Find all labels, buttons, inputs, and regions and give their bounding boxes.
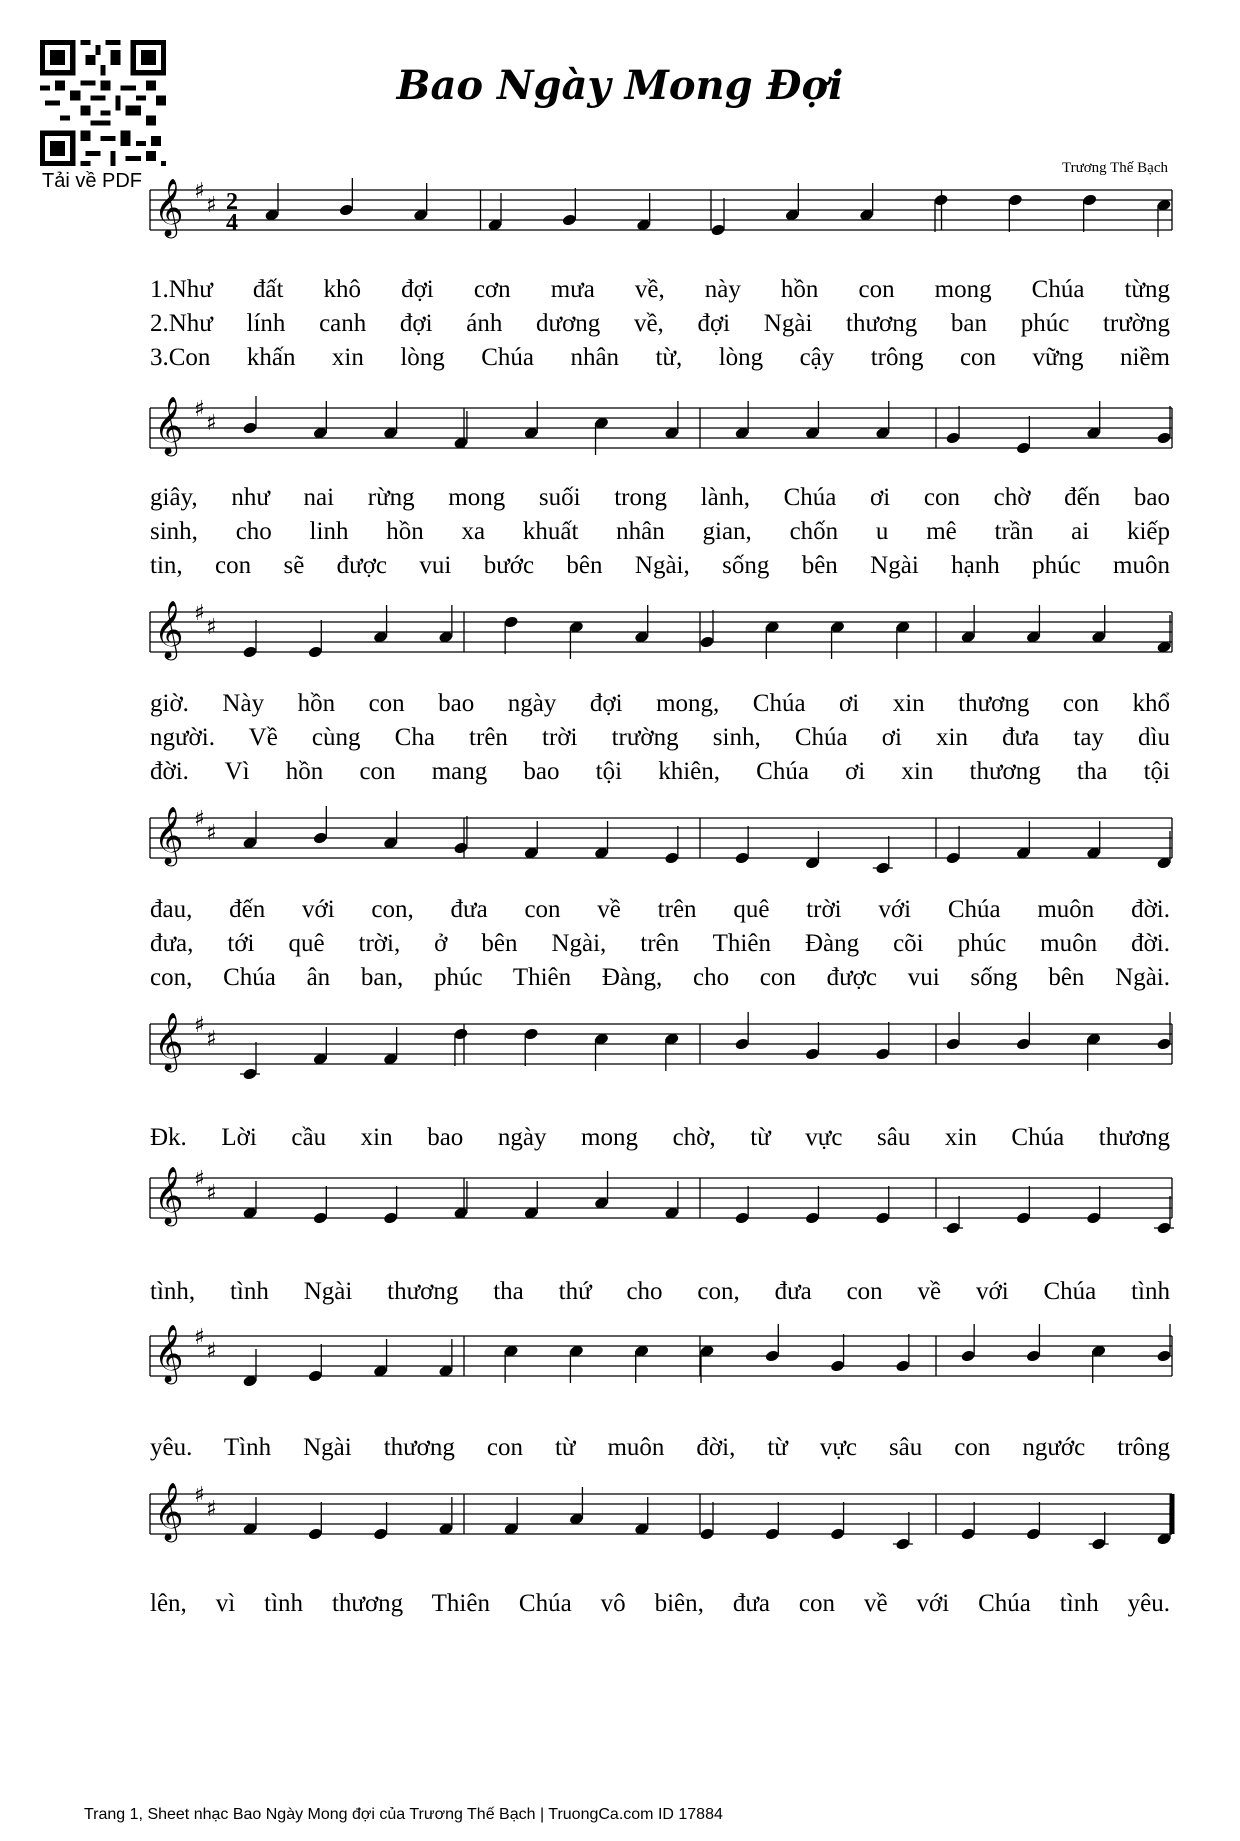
lyric-line: giờ. Này hồn con bao ngày đợi mong, Chúa ơi xin thương con khổ <box>150 690 1170 717</box>
treble-clef-icon: 𝄞 <box>154 1166 184 1224</box>
lyric-line: tin, con sẽ được vui bước bên Ngài, sống bên Ngài hạnh phúc muôn <box>150 552 1170 579</box>
sharp-icon: ♯ <box>206 1339 217 1364</box>
lyric-line: lên, vì tình thương Thiên Chúa vô biên, đưa con về với Chúa tình yêu. <box>150 1590 1170 1617</box>
treble-clef-icon: 𝄞 <box>154 1482 184 1540</box>
treble-clef-icon: 𝄞 <box>154 1324 184 1382</box>
sharp-icon: ♯ <box>206 615 217 640</box>
sharp-icon: ♯ <box>194 807 205 832</box>
lyric-line: Đk. Lời cầu xin bao ngày mong chờ, từ vực sâu xin Chúa thương <box>150 1124 1170 1151</box>
lyric-line: giây, như nai rừng mong suối trong lành, Chúa ơi con chờ đến bao <box>150 484 1170 511</box>
sharp-icon: ♯ <box>206 193 217 218</box>
lyric-line: đưa, tới quê trời, ở bên Ngài, trên Thiên Đàng cõi phúc muôn đời. <box>150 930 1170 957</box>
lyric-line: tình, tình Ngài thương tha thứ cho con, đưa con về với Chúa tình <box>150 1278 1170 1305</box>
page-footer: Trang 1, Sheet nhạc Bao Ngày Mong đợi của Trương Thế Bạch | TruongCa.com ID 17884 <box>84 1806 723 1823</box>
sharp-icon: ♯ <box>194 1013 205 1038</box>
sharp-icon: ♯ <box>206 821 217 846</box>
treble-clef-icon: 𝄞 <box>154 396 184 454</box>
sharp-icon: ♯ <box>206 1027 217 1052</box>
lyric-line: con, Chúa ân ban, phúc Thiên Đàng, cho con được vui sống bên Ngài. <box>150 964 1170 991</box>
sharp-icon: ♯ <box>206 1497 217 1522</box>
song-title: Bao Ngày Mong Đợi <box>396 62 844 109</box>
sharp-icon: ♯ <box>206 1181 217 1206</box>
lyric-line: người. Về cùng Cha trên trời trường sinh, Chúa ơi xin đưa tay dìu <box>150 724 1170 751</box>
sharp-icon: ♯ <box>194 1325 205 1350</box>
treble-clef-icon: 𝄞 <box>154 1012 184 1070</box>
treble-clef-icon: 𝄞 <box>154 806 184 864</box>
lyric-line: 2.Như lính canh đợi ánh dương về, đợi Ngài thương ban phúc trường <box>150 310 1170 337</box>
sharp-icon: ♯ <box>206 411 217 436</box>
time-signature-bottom: 4 <box>226 210 238 236</box>
treble-clef-icon: 𝄞 <box>154 178 184 236</box>
sharp-icon: ♯ <box>194 397 205 422</box>
lyric-line: 3.Con khấn xin lòng Chúa nhân từ, lòng cậy trông con vững niềm <box>150 344 1170 371</box>
lyric-line: sinh, cho linh hồn xa khuất nhân gian, chốn u mê trần ai kiếp <box>150 518 1170 545</box>
lyric-line: đau, đến với con, đưa con về trên quê trời với Chúa muôn đời. <box>150 896 1170 923</box>
treble-clef-icon: 𝄞 <box>154 600 184 658</box>
time-signature-top: 2 <box>226 189 238 215</box>
composer-name: Trương Thế Bạch <box>1061 160 1168 176</box>
download-pdf-link[interactable]: Tải về PDF <box>42 170 143 192</box>
sharp-icon: ♯ <box>194 601 205 626</box>
sharp-icon: ♯ <box>194 1483 205 1508</box>
lyric-line: 1.Như đất khô đợi cơn mưa về, này hồn con mong Chúa từng <box>150 276 1170 303</box>
sharp-icon: ♯ <box>194 179 205 204</box>
sharp-icon: ♯ <box>194 1167 205 1192</box>
lyric-line: yêu. Tình Ngài thương con từ muôn đời, từ vực sâu con ngước trông <box>150 1434 1170 1461</box>
lyric-line: đời. Vì hồn con mang bao tội khiên, Chúa ơi xin thương tha tội <box>150 758 1170 785</box>
